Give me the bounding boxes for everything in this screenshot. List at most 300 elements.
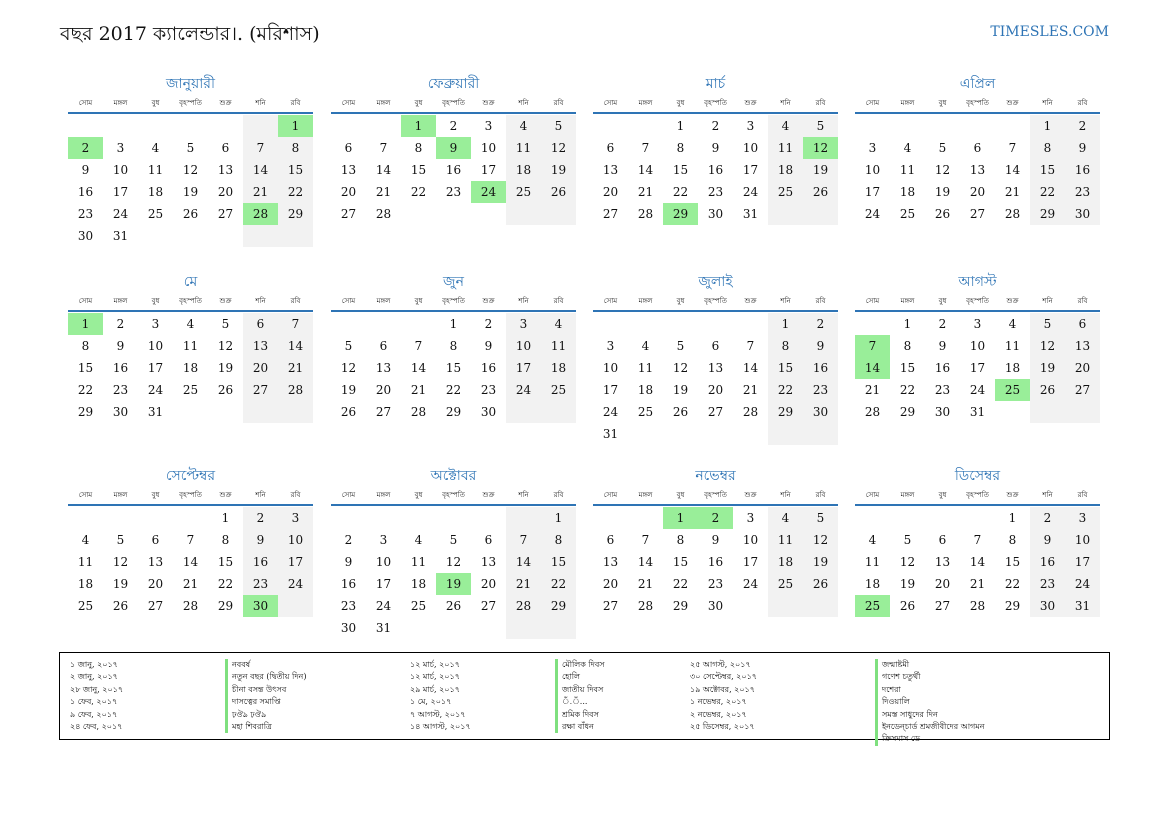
day-cell[interactable]: 4: [641, 339, 650, 353]
day-cell[interactable]: 22: [1030, 181, 1065, 203]
day-cell[interactable]: 5: [221, 317, 230, 331]
day-cell[interactable]: 8: [414, 141, 423, 155]
day-cell[interactable]: 11: [637, 361, 654, 375]
day-cell[interactable]: 29: [217, 599, 234, 613]
day-cell[interactable]: 31: [969, 405, 986, 419]
day-cell[interactable]: 4: [81, 533, 90, 547]
day-cell[interactable]: 10: [506, 335, 541, 357]
day-cell[interactable]: 22: [768, 379, 803, 401]
day-cell[interactable]: 11: [182, 339, 199, 353]
day-cell[interactable]: 6: [938, 533, 947, 547]
day-cell[interactable]: 21: [506, 573, 541, 595]
holiday-day-cell[interactable]: 19: [436, 573, 471, 595]
day-cell[interactable]: 2: [803, 313, 838, 335]
day-cell[interactable]: 7: [641, 141, 650, 155]
day-cell[interactable]: 4: [414, 533, 423, 547]
day-cell[interactable]: 19: [1030, 357, 1065, 379]
day-cell[interactable]: 11: [1004, 339, 1021, 353]
day-cell[interactable]: 21: [243, 181, 278, 203]
day-cell[interactable]: 11: [410, 555, 427, 569]
day-cell[interactable]: 8: [221, 533, 230, 547]
day-cell[interactable]: 6: [344, 141, 353, 155]
day-cell[interactable]: 7: [506, 529, 541, 551]
day-cell[interactable]: 28: [375, 207, 392, 221]
day-cell[interactable]: 20: [969, 185, 986, 199]
day-cell[interactable]: 31: [112, 229, 129, 243]
day-cell[interactable]: 8: [1008, 533, 1017, 547]
day-cell[interactable]: 3: [506, 313, 541, 335]
day-cell[interactable]: 18: [899, 185, 916, 199]
day-cell[interactable]: 12: [1030, 335, 1065, 357]
day-cell[interactable]: 17: [742, 555, 759, 569]
day-cell[interactable]: 29: [1004, 599, 1021, 613]
day-cell[interactable]: 27: [602, 599, 619, 613]
day-cell[interactable]: 8: [676, 141, 685, 155]
day-cell[interactable]: 1: [541, 507, 576, 529]
day-cell[interactable]: 16: [934, 361, 951, 375]
day-cell[interactable]: 15: [899, 361, 916, 375]
day-cell[interactable]: 18: [77, 577, 94, 591]
day-cell[interactable]: 19: [803, 551, 838, 573]
day-cell[interactable]: 20: [147, 577, 164, 591]
day-cell[interactable]: 12: [803, 529, 838, 551]
day-cell[interactable]: 2: [484, 317, 493, 331]
day-cell[interactable]: 27: [1065, 379, 1100, 401]
day-cell[interactable]: 3: [868, 141, 877, 155]
holiday-day-cell[interactable]: 2: [698, 507, 733, 529]
day-cell[interactable]: 20: [707, 383, 724, 397]
day-cell[interactable]: 12: [934, 163, 951, 177]
day-cell[interactable]: 9: [344, 555, 353, 569]
day-cell[interactable]: 25: [410, 599, 427, 613]
day-cell[interactable]: 12: [217, 339, 234, 353]
day-cell[interactable]: 2: [243, 507, 278, 529]
day-cell[interactable]: 15: [1030, 159, 1065, 181]
day-cell[interactable]: 18: [506, 159, 541, 181]
day-cell[interactable]: 16: [480, 361, 497, 375]
day-cell[interactable]: 2: [449, 119, 458, 133]
day-cell[interactable]: 20: [1065, 357, 1100, 379]
day-cell[interactable]: 20: [375, 383, 392, 397]
day-cell[interactable]: 4: [768, 115, 803, 137]
day-cell[interactable]: 24: [742, 185, 759, 199]
day-cell[interactable]: 27: [602, 207, 619, 221]
day-cell[interactable]: 31: [602, 427, 619, 441]
day-cell[interactable]: 15: [445, 361, 462, 375]
day-cell[interactable]: 14: [637, 555, 654, 569]
day-cell[interactable]: 16: [445, 163, 462, 177]
day-cell[interactable]: 4: [151, 141, 160, 155]
day-cell[interactable]: 18: [1004, 361, 1021, 375]
day-cell[interactable]: 30: [934, 405, 951, 419]
day-cell[interactable]: 9: [803, 335, 838, 357]
day-cell[interactable]: 13: [340, 163, 357, 177]
day-cell[interactable]: 29: [768, 401, 803, 423]
day-cell[interactable]: 24: [375, 599, 392, 613]
day-cell[interactable]: 13: [480, 555, 497, 569]
day-cell[interactable]: 15: [541, 551, 576, 573]
day-cell[interactable]: 20: [602, 185, 619, 199]
day-cell[interactable]: 20: [480, 577, 497, 591]
day-cell[interactable]: 3: [746, 119, 755, 133]
day-cell[interactable]: 8: [1030, 137, 1065, 159]
day-cell[interactable]: 31: [742, 207, 759, 221]
day-cell[interactable]: 4: [506, 115, 541, 137]
day-cell[interactable]: 29: [77, 405, 94, 419]
day-cell[interactable]: 14: [410, 361, 427, 375]
day-cell[interactable]: 30: [1030, 595, 1065, 617]
day-cell[interactable]: 21: [637, 577, 654, 591]
day-cell[interactable]: 26: [182, 207, 199, 221]
day-cell[interactable]: 16: [707, 555, 724, 569]
day-cell[interactable]: 17: [602, 383, 619, 397]
day-cell[interactable]: 26: [803, 573, 838, 595]
day-cell[interactable]: 4: [186, 317, 195, 331]
day-cell[interactable]: 17: [278, 551, 313, 573]
day-cell[interactable]: 12: [899, 555, 916, 569]
day-cell[interactable]: 27: [375, 405, 392, 419]
day-cell[interactable]: 18: [147, 185, 164, 199]
day-cell[interactable]: 19: [899, 577, 916, 591]
day-cell[interactable]: 31: [147, 405, 164, 419]
day-cell[interactable]: 9: [484, 339, 493, 353]
day-cell[interactable]: 22: [672, 185, 689, 199]
day-cell[interactable]: 14: [375, 163, 392, 177]
day-cell[interactable]: 10: [480, 141, 497, 155]
day-cell[interactable]: 24: [1065, 573, 1100, 595]
day-cell[interactable]: 24: [112, 207, 129, 221]
day-cell[interactable]: 16: [803, 357, 838, 379]
day-cell[interactable]: 16: [243, 551, 278, 573]
day-cell[interactable]: 14: [243, 159, 278, 181]
day-cell[interactable]: 6: [151, 533, 160, 547]
day-cell[interactable]: 2: [711, 119, 720, 133]
day-cell[interactable]: 26: [541, 181, 576, 203]
day-cell[interactable]: 23: [445, 185, 462, 199]
day-cell[interactable]: 18: [182, 361, 199, 375]
day-cell[interactable]: 17: [375, 577, 392, 591]
day-cell[interactable]: 28: [864, 405, 881, 419]
day-cell[interactable]: 25: [768, 181, 803, 203]
day-cell[interactable]: 24: [602, 405, 619, 419]
day-cell[interactable]: 9: [938, 339, 947, 353]
day-cell[interactable]: 12: [340, 361, 357, 375]
day-cell[interactable]: 29: [1030, 203, 1065, 225]
day-cell[interactable]: 26: [672, 405, 689, 419]
day-cell[interactable]: 7: [278, 313, 313, 335]
day-cell[interactable]: 12: [182, 163, 199, 177]
holiday-day-cell[interactable]: 25: [855, 595, 890, 617]
day-cell[interactable]: 27: [707, 405, 724, 419]
day-cell[interactable]: 9: [711, 141, 720, 155]
day-cell[interactable]: 24: [864, 207, 881, 221]
day-cell[interactable]: 28: [410, 405, 427, 419]
day-cell[interactable]: 3: [606, 339, 615, 353]
day-cell[interactable]: 10: [112, 163, 129, 177]
day-cell[interactable]: 6: [1065, 313, 1100, 335]
day-cell[interactable]: 22: [672, 577, 689, 591]
day-cell[interactable]: 13: [1065, 335, 1100, 357]
day-cell[interactable]: 19: [934, 185, 951, 199]
day-cell[interactable]: 3: [379, 533, 388, 547]
day-cell[interactable]: 11: [147, 163, 164, 177]
day-cell[interactable]: 22: [1004, 577, 1021, 591]
day-cell[interactable]: 7: [243, 137, 278, 159]
day-cell[interactable]: 7: [186, 533, 195, 547]
day-cell[interactable]: 28: [637, 599, 654, 613]
day-cell[interactable]: 5: [938, 141, 947, 155]
holiday-day-cell[interactable]: 28: [243, 203, 278, 225]
day-cell[interactable]: 25: [768, 573, 803, 595]
day-cell[interactable]: 26: [899, 599, 916, 613]
day-cell[interactable]: 1: [903, 317, 912, 331]
day-cell[interactable]: 11: [506, 137, 541, 159]
day-cell[interactable]: 3: [484, 119, 493, 133]
day-cell[interactable]: 21: [1004, 185, 1021, 199]
day-cell[interactable]: 18: [410, 577, 427, 591]
day-cell[interactable]: 20: [217, 185, 234, 199]
day-cell[interactable]: 29: [445, 405, 462, 419]
day-cell[interactable]: 5: [186, 141, 195, 155]
day-cell[interactable]: 21: [742, 383, 759, 397]
day-cell[interactable]: 25: [899, 207, 916, 221]
day-cell[interactable]: 7: [641, 533, 650, 547]
day-cell[interactable]: 25: [77, 599, 94, 613]
day-cell[interactable]: 23: [112, 383, 129, 397]
day-cell[interactable]: 17: [969, 361, 986, 375]
day-cell[interactable]: 29: [541, 595, 576, 617]
day-cell[interactable]: 3: [278, 507, 313, 529]
day-cell[interactable]: 13: [217, 163, 234, 177]
day-cell[interactable]: 7: [973, 533, 982, 547]
day-cell[interactable]: 19: [340, 383, 357, 397]
day-cell[interactable]: 14: [1004, 163, 1021, 177]
day-cell[interactable]: 3: [746, 511, 755, 525]
holiday-day-cell[interactable]: 30: [243, 595, 278, 617]
day-cell[interactable]: 27: [217, 207, 234, 221]
day-cell[interactable]: 13: [602, 555, 619, 569]
day-cell[interactable]: 6: [606, 533, 615, 547]
day-cell[interactable]: 21: [864, 383, 881, 397]
day-cell[interactable]: 15: [410, 163, 427, 177]
day-cell[interactable]: 5: [803, 507, 838, 529]
day-cell[interactable]: 13: [934, 555, 951, 569]
day-cell[interactable]: 4: [768, 507, 803, 529]
day-cell[interactable]: 14: [278, 335, 313, 357]
day-cell[interactable]: 24: [147, 383, 164, 397]
day-cell[interactable]: 24: [278, 573, 313, 595]
day-cell[interactable]: 8: [81, 339, 90, 353]
day-cell[interactable]: 12: [541, 137, 576, 159]
day-cell[interactable]: 27: [969, 207, 986, 221]
day-cell[interactable]: 10: [1065, 529, 1100, 551]
day-cell[interactable]: 23: [1030, 573, 1065, 595]
day-cell[interactable]: 1: [221, 511, 230, 525]
day-cell[interactable]: 27: [340, 207, 357, 221]
day-cell[interactable]: 3: [151, 317, 160, 331]
day-cell[interactable]: 1: [449, 317, 458, 331]
day-cell[interactable]: 2: [344, 533, 353, 547]
day-cell[interactable]: 4: [541, 313, 576, 335]
day-cell[interactable]: 28: [637, 207, 654, 221]
day-cell[interactable]: 20: [934, 577, 951, 591]
day-cell[interactable]: 1: [676, 119, 685, 133]
day-cell[interactable]: 14: [969, 555, 986, 569]
day-cell[interactable]: 6: [711, 339, 720, 353]
day-cell[interactable]: 25: [637, 405, 654, 419]
day-cell[interactable]: 19: [182, 185, 199, 199]
day-cell[interactable]: 26: [1030, 379, 1065, 401]
day-cell[interactable]: 26: [803, 181, 838, 203]
day-cell[interactable]: 5: [449, 533, 458, 547]
day-cell[interactable]: 2: [1065, 115, 1100, 137]
day-cell[interactable]: 31: [1065, 595, 1100, 617]
day-cell[interactable]: 4: [868, 533, 877, 547]
day-cell[interactable]: 15: [768, 357, 803, 379]
day-cell[interactable]: 22: [410, 185, 427, 199]
day-cell[interactable]: 8: [903, 339, 912, 353]
day-cell[interactable]: 26: [934, 207, 951, 221]
day-cell[interactable]: 12: [672, 361, 689, 375]
day-cell[interactable]: 9: [711, 533, 720, 547]
day-cell[interactable]: 11: [768, 529, 803, 551]
day-cell[interactable]: 13: [602, 163, 619, 177]
day-cell[interactable]: 9: [81, 163, 90, 177]
day-cell[interactable]: 2: [938, 317, 947, 331]
day-cell[interactable]: 11: [899, 163, 916, 177]
day-cell[interactable]: 23: [77, 207, 94, 221]
day-cell[interactable]: 29: [899, 405, 916, 419]
day-cell[interactable]: 22: [217, 577, 234, 591]
day-cell[interactable]: 8: [676, 533, 685, 547]
day-cell[interactable]: 15: [278, 159, 313, 181]
day-cell[interactable]: 13: [969, 163, 986, 177]
day-cell[interactable]: 30: [1065, 203, 1100, 225]
day-cell[interactable]: 30: [112, 405, 129, 419]
day-cell[interactable]: 8: [768, 335, 803, 357]
day-cell[interactable]: 17: [147, 361, 164, 375]
day-cell[interactable]: 1: [768, 313, 803, 335]
day-cell[interactable]: 16: [112, 361, 129, 375]
day-cell[interactable]: 23: [707, 185, 724, 199]
day-cell[interactable]: 28: [1004, 207, 1021, 221]
day-cell[interactable]: 18: [864, 577, 881, 591]
day-cell[interactable]: 26: [217, 383, 234, 397]
holiday-day-cell[interactable]: 1: [663, 507, 698, 529]
day-cell[interactable]: 13: [707, 361, 724, 375]
day-cell[interactable]: 30: [340, 621, 357, 635]
day-cell[interactable]: 17: [506, 357, 541, 379]
day-cell[interactable]: 5: [903, 533, 912, 547]
day-cell[interactable]: 10: [375, 555, 392, 569]
day-cell[interactable]: 13: [375, 361, 392, 375]
day-cell[interactable]: 7: [746, 339, 755, 353]
day-cell[interactable]: 27: [147, 599, 164, 613]
day-cell[interactable]: 17: [1065, 551, 1100, 573]
day-cell[interactable]: 6: [379, 339, 388, 353]
day-cell[interactable]: 17: [480, 163, 497, 177]
day-cell[interactable]: 22: [278, 181, 313, 203]
day-cell[interactable]: 11: [864, 555, 881, 569]
day-cell[interactable]: 8: [541, 529, 576, 551]
day-cell[interactable]: 19: [672, 383, 689, 397]
day-cell[interactable]: 17: [742, 163, 759, 177]
day-cell[interactable]: 27: [934, 599, 951, 613]
day-cell[interactable]: 25: [541, 379, 576, 401]
day-cell[interactable]: 17: [864, 185, 881, 199]
day-cell[interactable]: 30: [707, 599, 724, 613]
day-cell[interactable]: 23: [707, 577, 724, 591]
day-cell[interactable]: 25: [506, 181, 541, 203]
day-cell[interactable]: 24: [742, 577, 759, 591]
day-cell[interactable]: 6: [606, 141, 615, 155]
day-cell[interactable]: 28: [506, 595, 541, 617]
day-cell[interactable]: 11: [541, 335, 576, 357]
day-cell[interactable]: 19: [803, 159, 838, 181]
day-cell[interactable]: 24: [506, 379, 541, 401]
day-cell[interactable]: 28: [182, 599, 199, 613]
day-cell[interactable]: 5: [1030, 313, 1065, 335]
day-cell[interactable]: 12: [112, 555, 129, 569]
day-cell[interactable]: 22: [899, 383, 916, 397]
day-cell[interactable]: 14: [182, 555, 199, 569]
day-cell[interactable]: 1: [1008, 511, 1017, 525]
day-cell[interactable]: 7: [379, 141, 388, 155]
day-cell[interactable]: 13: [147, 555, 164, 569]
day-cell[interactable]: 31: [375, 621, 392, 635]
day-cell[interactable]: 23: [934, 383, 951, 397]
day-cell[interactable]: 10: [278, 529, 313, 551]
day-cell[interactable]: 6: [243, 313, 278, 335]
day-cell[interactable]: 21: [375, 185, 392, 199]
day-cell[interactable]: 25: [182, 383, 199, 397]
day-cell[interactable]: 8: [278, 137, 313, 159]
day-cell[interactable]: 5: [541, 115, 576, 137]
day-cell[interactable]: 5: [116, 533, 125, 547]
day-cell[interactable]: 19: [541, 159, 576, 181]
day-cell[interactable]: 30: [707, 207, 724, 221]
holiday-day-cell[interactable]: 9: [436, 137, 471, 159]
day-cell[interactable]: 2: [116, 317, 125, 331]
day-cell[interactable]: 11: [768, 137, 803, 159]
day-cell[interactable]: 18: [541, 357, 576, 379]
day-cell[interactable]: 20: [243, 357, 278, 379]
day-cell[interactable]: 11: [77, 555, 94, 569]
day-cell[interactable]: 18: [637, 383, 654, 397]
day-cell[interactable]: 21: [969, 577, 986, 591]
holiday-day-cell[interactable]: 1: [401, 115, 436, 137]
day-cell[interactable]: 3: [1065, 507, 1100, 529]
day-cell[interactable]: 15: [77, 361, 94, 375]
day-cell[interactable]: 10: [742, 533, 759, 547]
day-cell[interactable]: 21: [182, 577, 199, 591]
day-cell[interactable]: 15: [217, 555, 234, 569]
day-cell[interactable]: 22: [541, 573, 576, 595]
day-cell[interactable]: 19: [112, 577, 129, 591]
day-cell[interactable]: 14: [637, 163, 654, 177]
day-cell[interactable]: 10: [147, 339, 164, 353]
day-cell[interactable]: 23: [803, 379, 838, 401]
day-cell[interactable]: 22: [77, 383, 94, 397]
day-cell[interactable]: 12: [445, 555, 462, 569]
day-cell[interactable]: 16: [77, 185, 94, 199]
day-cell[interactable]: 21: [410, 383, 427, 397]
day-cell[interactable]: 2: [1030, 507, 1065, 529]
holiday-day-cell[interactable]: 1: [68, 313, 103, 335]
day-cell[interactable]: 6: [484, 533, 493, 547]
holiday-day-cell[interactable]: 29: [663, 203, 698, 225]
day-cell[interactable]: 16: [340, 577, 357, 591]
